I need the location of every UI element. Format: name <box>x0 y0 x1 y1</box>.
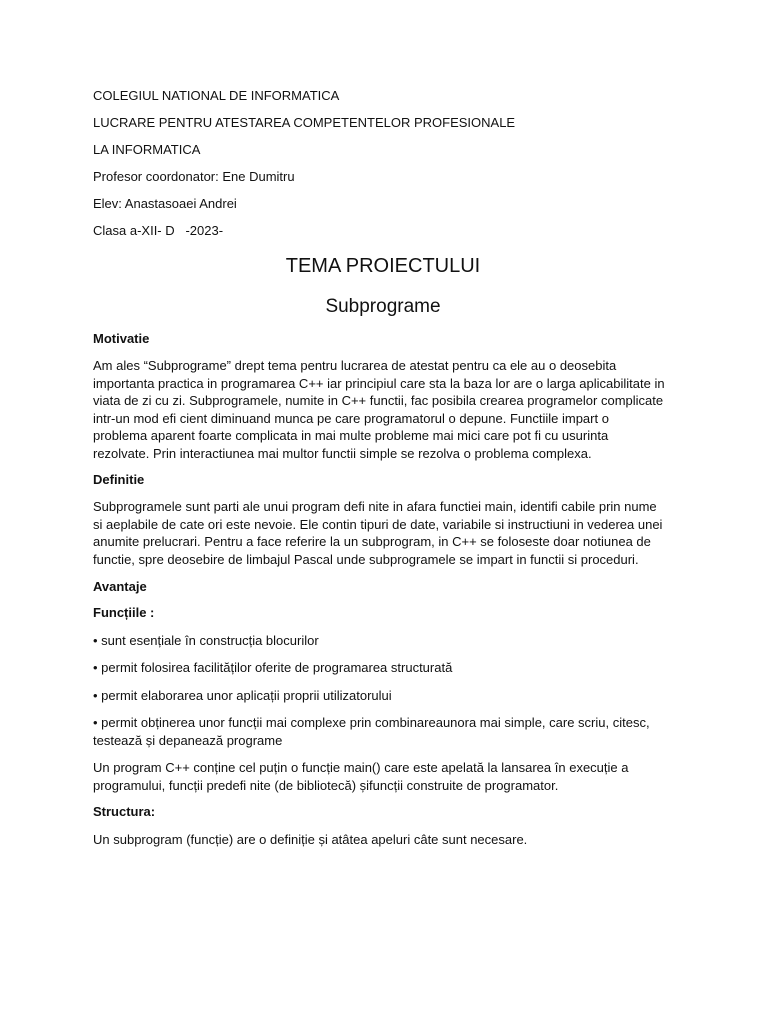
paragraph-definitie <box>93 498 673 568</box>
bullet-item <box>93 687 673 705</box>
text-line: viata de zi cu zi. Subprogramele, numite in C++ functii, fac posibila crearea programelor complicate <box>93 393 664 408</box>
text-line: • permit folosirea facilităților oferite de programarea structurată <box>93 660 453 675</box>
text-line: Un subprogram (funcție) are o definiție și atâtea apeluri câte sunt necesare. <box>93 832 528 847</box>
text-line: intr-un mod efi cient diminuand munca pe care programatorul o depune. Functiile impart o <box>93 410 609 426</box>
text-line: • permit obținerea unor funcții mai complexe prin combinareaunora mai simple, care scriu, citesc, <box>93 715 650 730</box>
text-line: testează și depanează programe <box>93 732 283 748</box>
section-heading-structura: Structura: <box>93 804 156 819</box>
text-line: Subprogramele sunt parti ale unui program defi nite in afara functiei main, identifi cabile prin nume <box>93 499 657 514</box>
text-line: rezolvate. Prin interactiunea mai multor functii simple se rezolva o problema complexa. <box>93 445 592 461</box>
text-line: anumite prelucrari. Pentru a face referire la un subprogram, in C++ se foloseste doar notiunea de <box>93 534 651 549</box>
bullet-item <box>93 659 673 677</box>
paragraph-motivatie <box>93 357 673 462</box>
class-line: Clasa a-XII- D -2023- <box>93 223 224 238</box>
page-title: TEMA PROIECTULUI <box>285 255 481 277</box>
paragraph-structura <box>93 831 673 849</box>
school-name: COLEGIUL NATIONAL DE INFORMATICA <box>93 88 340 103</box>
section-heading-definitie: Definitie <box>93 472 145 487</box>
work-type: LUCRARE PENTRU ATESTAREA COMPETENTELOR PROFESIONALE <box>93 115 516 130</box>
page-subtitle: Subprograme <box>325 296 441 317</box>
paragraph-program <box>93 759 673 794</box>
teacher-line: Profesor coordonator: Ene Dumitru <box>93 169 295 184</box>
text-line: problema aparent foarte complicata in mai multe probleme mai mici care pot fi cu usurinta <box>93 428 609 443</box>
text-line: • sunt esențiale în construcția blocurilor <box>93 633 319 648</box>
text-line: Un program C++ conține cel puțin o funcție main() care este apelată la lansarea în execuție a <box>93 760 629 775</box>
bullet-item <box>93 632 673 650</box>
text-line: programului, funcții predefi nite (de bibliotecă) șifuncții construite de programator. <box>93 777 559 793</box>
subject-line: LA INFORMATICA <box>93 142 201 157</box>
text-line: • permit elaborarea unor aplicații proprii utilizatorului <box>93 688 392 703</box>
text-line: si aeplabile de cate ori este nevoie. Ele contin tipuri de date, variabile si instructiuni in vederea unei <box>93 516 663 532</box>
functions-intro: Funcțiile : <box>93 605 155 620</box>
bullet-item <box>93 714 673 749</box>
section-heading-avantaje: Avantaje <box>93 579 147 594</box>
text-line: functie, spre deosebire de limbajul Pascal unde subprogramele se impart in functii si proceduri. <box>93 551 639 567</box>
section-heading-motivatie: Motivatie <box>93 331 150 346</box>
text-line: Am ales “Subprograme” drept tema pentru lucrarea de atestat pentru ca ele au o deosebita <box>93 358 617 373</box>
text-line: importanta practica in programarea C++ iar principiul care sta la baza lor are o larga aplicabilitate in <box>93 375 665 391</box>
student-line: Elev: Anastasoaei Andrei <box>93 196 237 211</box>
